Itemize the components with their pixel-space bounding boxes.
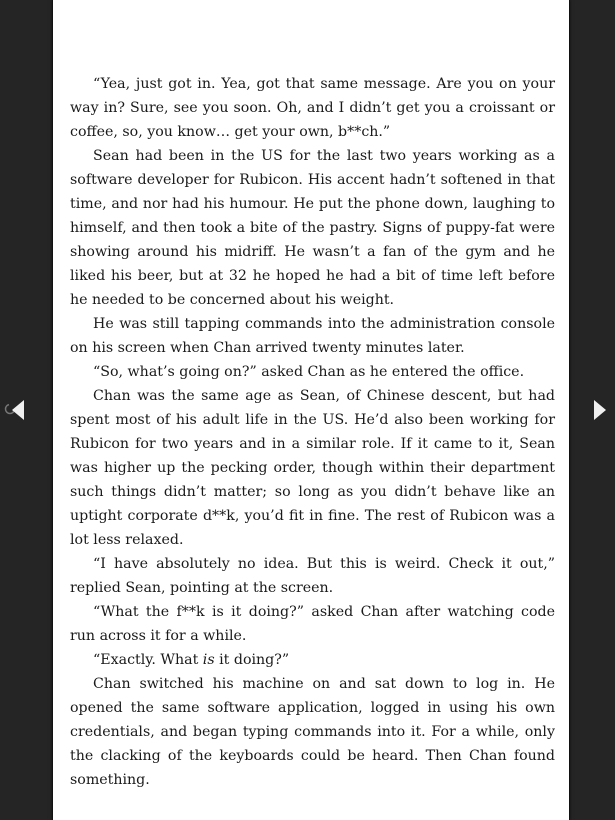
previous-page-button[interactable] bbox=[6, 397, 28, 423]
page-text bbox=[70, 72, 555, 792]
book-page bbox=[52, 0, 570, 820]
paragraph: Sean had been in the US for the last two years working as a software developer for Rubicon. His accent hadn’t softened in that time, and nor had his humour. He put the phone down, laughing to himself, and then took a bite of the pastry. Signs of puppy-fat were showing around his midriff. He wasn’t a fan of the gym and he liked his beer, but at 32 he hoped he had a bit of time left before he needed to be concerned about his weight. bbox=[70, 148, 555, 308]
triangle-right-icon bbox=[588, 397, 610, 423]
exactly-emphasis: is bbox=[202, 652, 215, 668]
paragraph: “Yea, just got in. Yea, got that same message. Are you on your way in? Sure, see you soon. Oh, and I didn’t get you a croissant or coffee, so, you know… get your own, b**ch.” bbox=[70, 76, 555, 140]
exactly-before: “Exactly. What bbox=[93, 652, 203, 668]
triangle-left-icon bbox=[6, 397, 28, 423]
paragraph-exactly bbox=[70, 648, 555, 672]
next-page-button[interactable] bbox=[588, 397, 610, 423]
paragraph: He was still tapping commands into the administration console on his screen when Chan arrived twenty minutes later. bbox=[70, 316, 555, 356]
paragraph: Chan switched his machine on and sat down to log in. He opened the same software application, logged in using his own credentials, and began typing commands into it. For a while, only the clacking of the keyboards could be heard. Then Chan found something. bbox=[70, 676, 555, 788]
exactly-after: it doing?” bbox=[214, 652, 290, 668]
paragraph: “I have absolutely no idea. But this is weird. Check it out,” replied Sean, pointing at the screen. bbox=[70, 556, 555, 596]
paragraph: “What the f**k is it doing?” asked Chan after watching code run across it for a while. bbox=[70, 604, 555, 644]
paragraph: “So, what’s going on?” asked Chan as he entered the office. bbox=[93, 364, 525, 380]
paragraph: Chan was the same age as Sean, of Chinese descent, but had spent most of his adult life in the US. He’d also been working for Rubicon for two years and in a similar role. If it came to it, Sean was higher up the pecking order, though within their department such things didn’t matter; so long as you didn’t behave like an uptight corporate d**k, you’d fit in fine. The rest of Rubicon was a lot less relaxed. bbox=[70, 388, 555, 548]
